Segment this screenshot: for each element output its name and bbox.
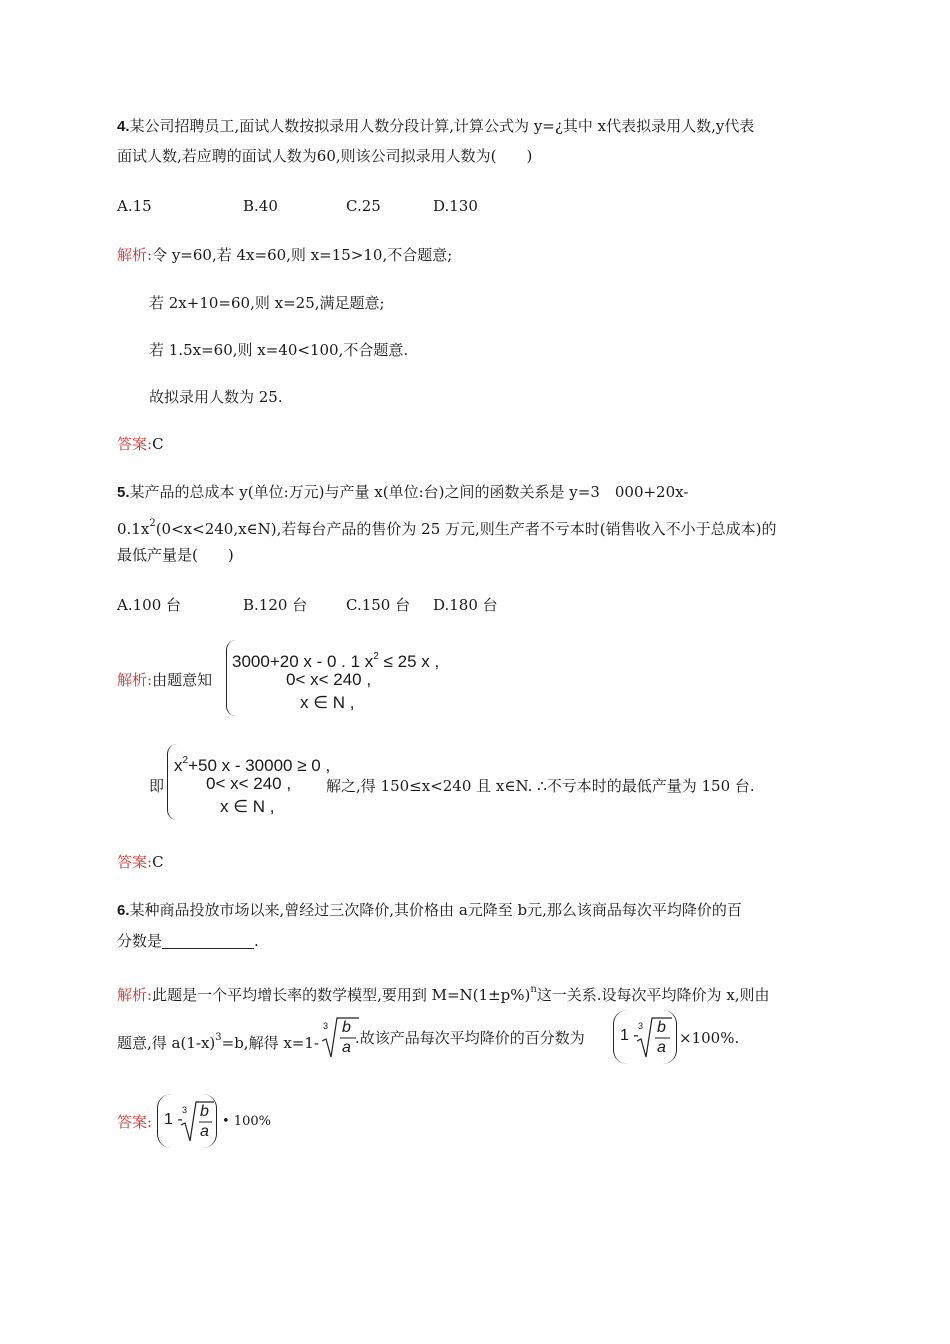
q6-stem-line2a: 分数是 xyxy=(117,932,163,950)
q5-answer xyxy=(117,852,164,872)
q5-analysis xyxy=(117,670,212,690)
q4-option-b: B.40 xyxy=(243,197,278,215)
q5-analysis-label: 解析: xyxy=(117,671,153,689)
one-minus-1: 1 - xyxy=(620,1027,639,1044)
q6-number: 6. xyxy=(117,902,130,919)
q5-option-b: B.120 台 xyxy=(243,596,308,614)
system2-row2: 0< x< 240 , xyxy=(206,774,292,793)
q5-option-a: A.100 台 xyxy=(117,596,181,614)
q4-analysis-line2: 若 2x+10=60,则 x=25,满足题意; xyxy=(149,294,385,312)
cube-root-1: 3 b a xyxy=(321,1015,361,1061)
q4-option-c: C.25 xyxy=(346,197,381,215)
q5-option-d: D.180 台 xyxy=(433,596,498,614)
q4-answer-label: 答案: xyxy=(117,435,153,453)
q6-stem-line1: 某种商品投放市场以来,曾经过三次降价,其价格由 a元降至 b元,那么该商品每次平均降价的百 xyxy=(129,901,742,919)
q5-analysis-intro: 由题意知 xyxy=(152,671,213,689)
q5-option-c: C.150 台 xyxy=(346,596,411,614)
q4-analysis-line4: 故拟录用人数为 25. xyxy=(149,388,283,406)
q6-line2 xyxy=(117,931,259,951)
q6-blank xyxy=(162,934,254,949)
q6-answer-tail: • 100% xyxy=(222,1114,271,1129)
q4-option-a: A.15 xyxy=(117,197,152,215)
q5-stem-line2a: 0.1x xyxy=(117,520,150,538)
system1-row1: 3000+20 x - 0 . 1 $x^2 \le 25$ x , xyxy=(232,651,440,671)
q5-stem-line1: 某产品的总成本 y(单位:万元)与产量 x(单位:台)之间的函数关系是 y=3 000+20x- xyxy=(129,483,689,501)
q6-analysis-line2d: ×100%. xyxy=(679,1029,740,1047)
q5-line1 xyxy=(117,482,688,503)
system2-row3: x ∈ N , xyxy=(220,797,275,816)
q5-answer-label: 答案: xyxy=(117,853,153,871)
q4-analysis xyxy=(117,245,452,265)
q4-answer-value: C xyxy=(152,435,164,453)
q4-stem-line1: 某公司招聘员工,面试人数按拟录用人数分段计算,计算公式为 y=¿其中 x代表拟录用人数,y代表 xyxy=(129,117,755,135)
q6-analysis-line1: 解析:此题是一个平均增长率的数学模型,要用到 $M=N(1\pm p\%)^n$这一关系.设每次平均降价为 x,则由 xyxy=(117,984,770,1004)
q5-stem-sup: 2 xyxy=(149,518,156,529)
cube-root-2: 3 b a xyxy=(636,1015,676,1061)
q4-option-d: D.130 xyxy=(433,197,478,215)
q4-answer xyxy=(117,434,164,454)
q5-answer-value: C xyxy=(152,853,164,871)
q4-number: 4. xyxy=(117,118,130,135)
q6-analysis-line2a: 题意,得 $a(1-x)^3=b$,解得 x=1- xyxy=(117,1032,319,1052)
q5-conclusion: 解之,得 150≤x<240 且 x∈N. ∴不亏本时的最低产量为 150 台. xyxy=(326,777,755,795)
q5-stem-line3: 最低产量是( ) xyxy=(117,546,234,564)
q6-analysis-label: 解析: xyxy=(117,986,153,1004)
q4-stem-line2: 面试人数,若应聘的面试人数为60,则该公司拟录用人数为( ) xyxy=(117,147,533,165)
q6-analysis-line2c: .故该产品每次平均降价的百分数为 xyxy=(355,1029,585,1047)
q4-line1 xyxy=(117,116,754,137)
q4-analysis-line1: 令 y=60,若 4x=60,则 x=15>10,不合题意; xyxy=(152,246,453,264)
q6-answer-label: 答案: xyxy=(117,1113,153,1131)
one-minus-2: 1 - xyxy=(164,1111,183,1128)
q5-ji: 即 xyxy=(149,777,165,795)
q6-stem-line2b: . xyxy=(254,932,259,950)
q5-line2 xyxy=(117,514,777,539)
system2-row1: $x^2+50$ x - 30000 ≥ 0 , xyxy=(174,755,331,775)
q4-analysis-label: 解析: xyxy=(117,246,153,264)
system1-row2: 0< x< 240 , xyxy=(286,670,372,689)
cube-root-3: 3 b a xyxy=(180,1099,220,1145)
q4-analysis-line3: 若 1.5x=60,则 x=40<100,不合题意. xyxy=(149,341,409,359)
q5-number: 5. xyxy=(117,484,130,501)
q6-line1 xyxy=(117,900,742,921)
q5-stem-line2b: (0<x<240,x∈N),若每台产品的售价为 25 万元,则生产者不亏本时(销售收入不小于总成本)的 xyxy=(155,520,777,538)
system1-row3: x ∈ N , xyxy=(300,693,355,712)
